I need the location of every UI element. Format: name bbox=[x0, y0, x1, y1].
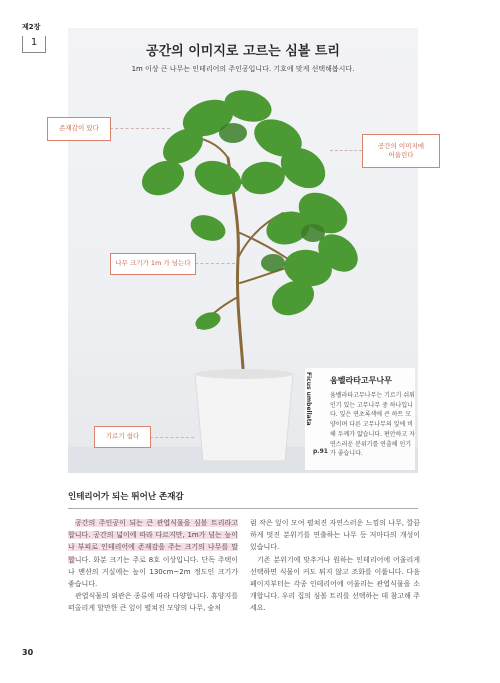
paragraph: 기존 분위기에 맞추거나 원하는 인테리어에 어울리게 선택하면 식물이 커도 튀지 않고 조화를 이룹니다. 다음 페이지부터는 각종 인테리어에 어울리는 관엽식물을 소개합니다. 우리 집의 심볼 트리를 선택하는 데 참고해 주세요. bbox=[250, 555, 420, 613]
page-number: 30 bbox=[22, 648, 34, 657]
body-column-left bbox=[68, 517, 238, 614]
body-text: 니다. 화분 크기는 주로 8호 이상입니다. 단독 주택이나 맨션의 거실에는 높이 130cm~2m 정도인 크기가 좋습니다. bbox=[68, 555, 238, 588]
page-subtitle: 1m 이상 큰 나무는 인테리어의 주인공입니다. 기호에 맞게 선택해봅시다. bbox=[131, 65, 355, 73]
leader-line bbox=[330, 150, 362, 151]
paragraph: 관엽식물의 외관은 종류에 따라 다양합니다. 휴양지를 떠올리게 할만한 큰 잎이 펼쳐진 모양의 나무, 숲처 bbox=[68, 592, 238, 613]
paragraph: 럼 작은 잎이 모여 펼쳐진 자연스러운 느낌의 나무, 깔끔하게 멋진 분위기를 연출하는 나무 등 저마다의 개성이 있습니다. bbox=[250, 519, 420, 552]
section-divider bbox=[68, 508, 418, 509]
section-title: 인테리어가 되는 뛰어난 존재감 bbox=[68, 492, 184, 502]
callout-image-fit: 공간의 이미지에 어울린다 bbox=[362, 134, 440, 168]
callout-easy-care: 기르기 쉽다 bbox=[94, 426, 151, 448]
chapter-label: 제2장 bbox=[22, 23, 41, 31]
chapter-number: 1 bbox=[22, 36, 46, 53]
highlighted-text: 공간의 주인공이 되는 큰 관엽식물을 심볼 트리라고 합니다. 공간의 넓이에 따라 다르지만, 1m가 넘는 높이나 부피로 인테리어에 존재감을 주는 크기의 나무를 말합 bbox=[68, 519, 238, 564]
species-description: 움벨라타고무나무는 기르기 쉬워 인기 있는 고무나무 중 하나입니다. 잎은 연초록색에 큰 하트 모양이며 다른 고무나무의 잎에 비해 두께가 얇습니다. 편안하고 자연스러운 분위기를 연출해 인기가 좋습니다. bbox=[330, 392, 415, 458]
paragraph bbox=[68, 517, 238, 590]
leader-line bbox=[110, 128, 170, 129]
species-name: 움벨라타고무나무 bbox=[330, 376, 392, 385]
leader-line bbox=[195, 263, 235, 264]
callout-presence: 존재감이 있다 bbox=[47, 117, 111, 141]
species-latin-name: Ficus umbellata bbox=[305, 372, 312, 426]
body-column-right bbox=[250, 517, 420, 614]
page-reference: p.91 bbox=[313, 448, 328, 455]
page-title: 공간의 이미지로 고르는 심볼 트리 bbox=[146, 44, 340, 59]
callout-size: 나무 크기가 1m 가 넘는다 bbox=[110, 253, 196, 275]
leader-line bbox=[150, 437, 194, 438]
